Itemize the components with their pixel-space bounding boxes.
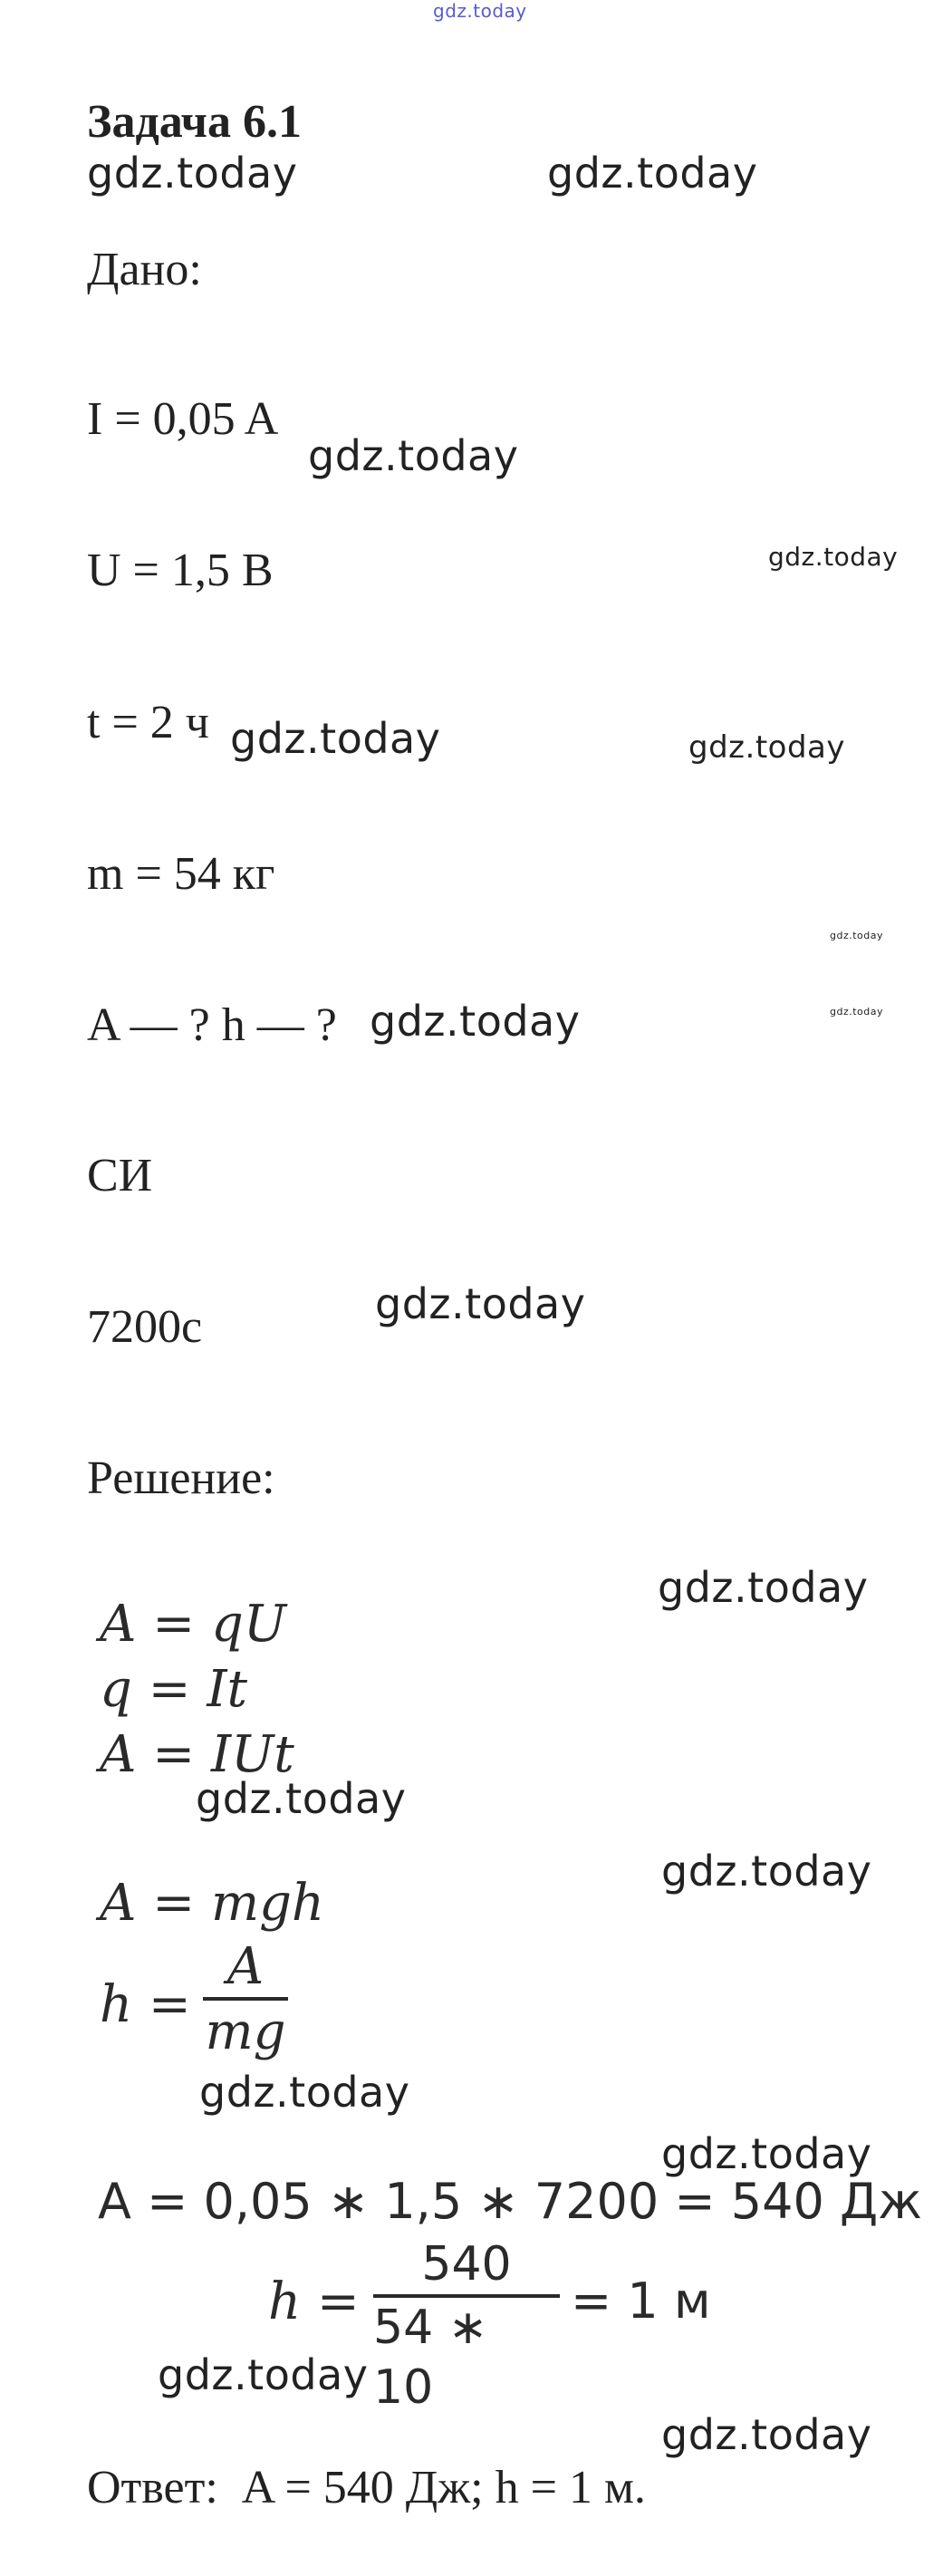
watermark: gdz.today — [830, 930, 884, 941]
formula-height-fraction — [203, 1937, 288, 2064]
watermark: gdz.today — [370, 997, 581, 1046]
formula-charge: q = It — [100, 1660, 247, 1719]
given-time: t = 2 ч — [87, 697, 209, 748]
si-label: СИ — [87, 1150, 153, 1201]
fraction-numerator: A — [226, 1937, 265, 1996]
calc-work: A = 0,05 ∗ 1,5 ∗ 7200 = 540 Дж — [98, 2173, 922, 2230]
given-current: I = 0,05 A — [87, 393, 279, 445]
watermark: gdz.today — [658, 1563, 869, 1612]
watermark: gdz.today — [830, 1006, 884, 1018]
watermark: gdz.today — [768, 542, 899, 572]
calc-height-fraction — [373, 2234, 560, 2417]
watermark: gdz.today — [158, 2350, 369, 2399]
fraction-numerator: 540 — [421, 2237, 512, 2291]
formula-work-charge: A = qU — [100, 1595, 287, 1654]
watermark: gdz.today — [661, 1847, 872, 1896]
fraction-denominator: mg — [205, 2002, 286, 2061]
calc-height-lhs: h = — [268, 2272, 360, 2331]
watermark: gdz.today — [688, 729, 845, 766]
si-value: 7200с — [87, 1301, 203, 1353]
task-title: Задача 6.1 — [87, 96, 302, 148]
fraction-denominator: 54 ∗ 10 — [373, 2301, 488, 2415]
given-label: Дано: — [87, 244, 202, 295]
watermark: gdz.today — [375, 1279, 586, 1328]
given-unknowns: A — ? h — ? — [87, 999, 337, 1051]
watermark: gdz.today — [661, 2129, 872, 2178]
watermark: gdz.today — [199, 2068, 410, 2117]
formula-work-current: A = IUt — [100, 1725, 294, 1784]
given-mass: m = 54 кг — [87, 848, 275, 900]
watermark: gdz.today — [661, 2410, 872, 2459]
watermark: gdz.today — [230, 714, 441, 763]
watermark: gdz.today — [87, 149, 298, 198]
calc-height-rhs: = 1 м — [571, 2272, 711, 2330]
given-voltage: U = 1,5 B — [87, 545, 274, 596]
watermark: gdz.today — [196, 1774, 407, 1823]
answer: Ответ: A = 540 Дж; h = 1 м. — [87, 2462, 646, 2513]
watermark: gdz.today — [308, 431, 519, 480]
formula-height-lhs: h = — [100, 1975, 191, 2034]
formula-work-mgh: A = mgh — [100, 1874, 324, 1933]
solution-label: Решение: — [87, 1452, 275, 1504]
top-watermark: gdz.today — [433, 0, 527, 22]
watermark: gdz.today — [547, 149, 758, 198]
